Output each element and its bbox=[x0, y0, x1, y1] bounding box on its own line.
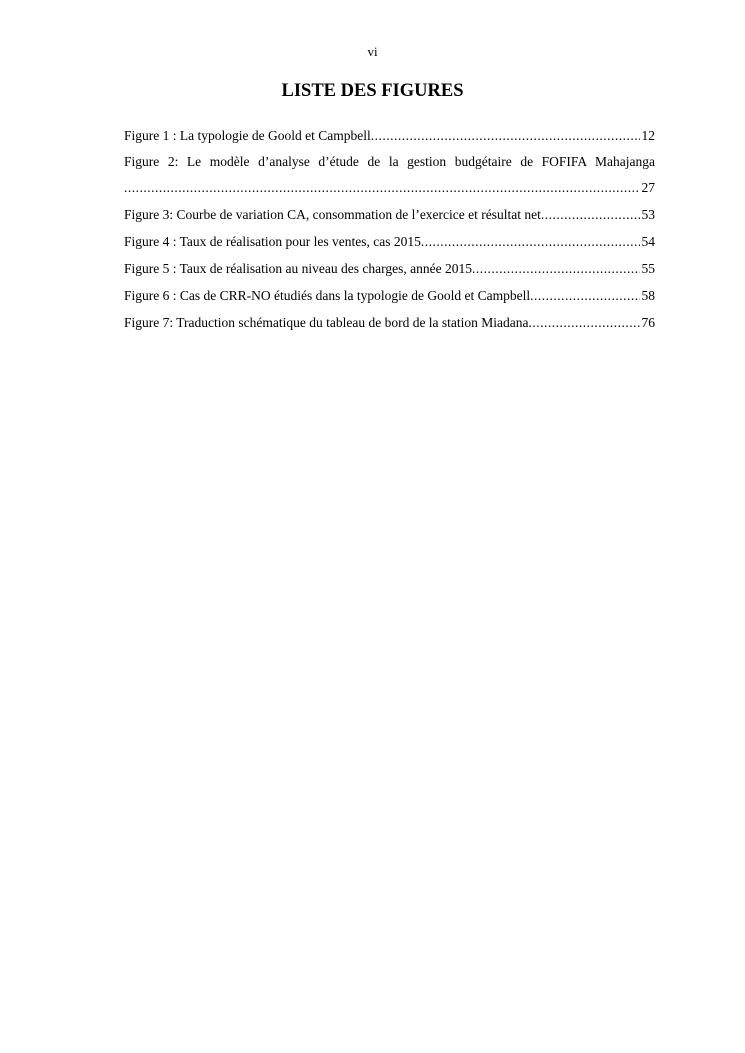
dot-leader bbox=[529, 314, 640, 332]
dot-leader bbox=[371, 127, 640, 145]
toc-entry-page: 55 bbox=[641, 261, 655, 276]
toc-entry-text: Figure 2: Le modèle d’analyse d’étude de la gestion budgétaire de FOFIFA Mahajanga bbox=[124, 154, 655, 169]
page-title: LISTE DES FIGURES bbox=[281, 81, 464, 101]
toc-entry-figure-4[interactable] bbox=[124, 232, 655, 259]
toc-entry-text: Figure 4 : Taux de réalisation pour les ventes, cas 2015 bbox=[124, 234, 421, 249]
toc-entry-page: 54 bbox=[641, 234, 655, 249]
toc-entry-figure-6[interactable] bbox=[124, 286, 655, 313]
toc-entry-page: 76 bbox=[641, 315, 655, 330]
toc-entry-page: 58 bbox=[641, 288, 655, 303]
toc-entry-page: 53 bbox=[641, 207, 655, 222]
toc-entry-continuation bbox=[124, 179, 655, 205]
dot-leader bbox=[541, 206, 640, 224]
toc-entry-text: Figure 3: Courbe de variation CA, consommation de l’exercice et résultat net bbox=[124, 207, 541, 222]
figure-list bbox=[124, 126, 655, 340]
toc-entry-page: 12 bbox=[641, 128, 655, 143]
toc-entry-figure-3[interactable] bbox=[124, 205, 655, 232]
toc-entry-figure-7[interactable] bbox=[124, 313, 655, 340]
toc-entry-figure-5[interactable] bbox=[124, 259, 655, 286]
toc-entry-text: Figure 1 : La typologie de Goold et Campbell bbox=[124, 128, 371, 143]
dot-leader bbox=[530, 287, 639, 305]
dot-leader bbox=[421, 233, 640, 251]
toc-entry-text: Figure 7: Traduction schématique du tableau de bord de la station Miadana bbox=[124, 315, 529, 330]
toc-entry-figure-1[interactable] bbox=[124, 126, 655, 153]
toc-entry-figure-2[interactable] bbox=[124, 153, 655, 205]
toc-entry-page: 27 bbox=[641, 180, 655, 195]
toc-entry-text: Figure 5 : Taux de réalisation au niveau des charges, année 2015 bbox=[124, 261, 472, 276]
dot-leader bbox=[124, 179, 640, 197]
dot-leader bbox=[472, 260, 640, 278]
page-number: vi bbox=[367, 44, 378, 59]
toc-entry-text: Figure 6 : Cas de CRR-NO étudiés dans la typologie de Goold et Campbell bbox=[124, 288, 531, 303]
